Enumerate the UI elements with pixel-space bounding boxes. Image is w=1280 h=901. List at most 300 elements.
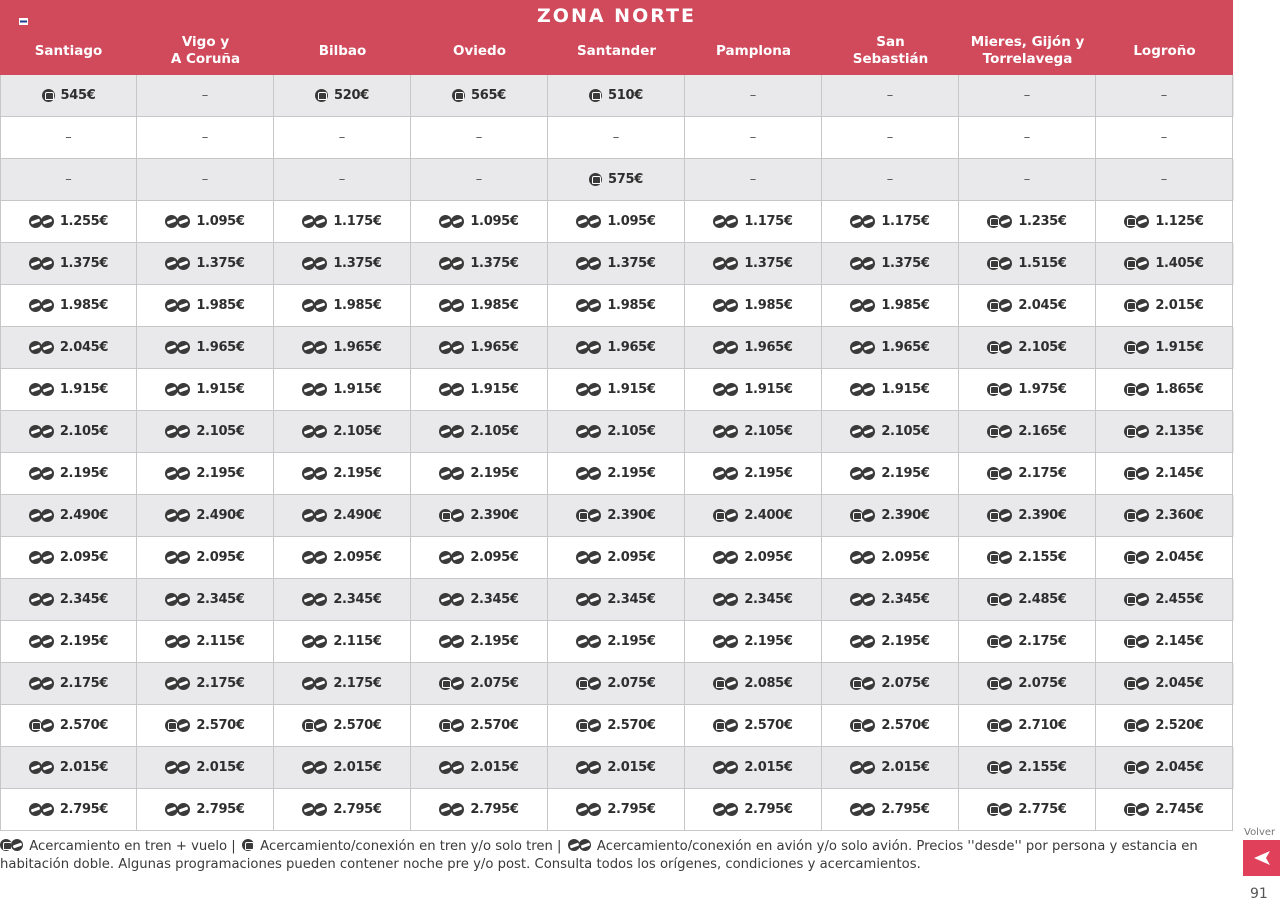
price-value: 2.105€ — [59, 424, 109, 439]
plane-icon — [713, 593, 738, 606]
price-value: 2.155€ — [1018, 760, 1067, 775]
table-cell — [959, 579, 1096, 621]
table-cell — [1096, 495, 1233, 537]
price-value: 2.095€ — [196, 550, 245, 565]
table-cell — [0, 495, 137, 537]
table-cell — [274, 201, 411, 243]
train-icon — [42, 89, 55, 102]
plane-icon — [439, 257, 464, 270]
plane-icon — [713, 761, 738, 774]
table-cell — [411, 537, 548, 579]
plane-icon — [850, 593, 875, 606]
price-value: 1.975€ — [1018, 382, 1067, 397]
table-cell — [137, 117, 274, 159]
price-value: 2.195€ — [333, 466, 382, 481]
train-plus-plane-icon — [576, 677, 601, 690]
price-value: 1.915€ — [196, 382, 245, 397]
plane-icon — [439, 593, 464, 606]
price-value: 2.195€ — [470, 466, 519, 481]
table-cell — [685, 663, 822, 705]
price-value: 1.515€ — [1018, 256, 1067, 271]
plane-icon — [302, 635, 327, 648]
table-cell — [822, 201, 959, 243]
price-value: 2.795€ — [333, 802, 382, 817]
table-cell — [411, 705, 548, 747]
page-number: 91 — [1250, 886, 1268, 901]
table-cell — [1096, 621, 1233, 663]
table-cell — [1096, 579, 1233, 621]
table-cell — [274, 159, 411, 201]
table-row — [0, 663, 1234, 705]
price-value: 1.965€ — [470, 340, 519, 355]
price-value: 1.375€ — [196, 256, 245, 271]
table-cell — [959, 705, 1096, 747]
price-value: 1.985€ — [881, 298, 930, 313]
table-cell — [685, 243, 822, 285]
price-value: 2.015€ — [607, 760, 656, 775]
empty-value: – — [65, 130, 72, 145]
table-cell — [822, 495, 959, 537]
table-cell — [685, 705, 822, 747]
train-plus-plane-icon — [1124, 635, 1149, 648]
table-cell — [1096, 411, 1233, 453]
table-cell — [1096, 285, 1233, 327]
price-value: 2.105€ — [196, 424, 245, 439]
price-value: 2.345€ — [744, 592, 793, 607]
table-cell — [411, 663, 548, 705]
table-cell — [137, 663, 274, 705]
column-header: Logroño — [1133, 42, 1196, 59]
price-value: 2.015€ — [881, 760, 930, 775]
table-cell — [548, 579, 685, 621]
plane-icon — [576, 593, 601, 606]
train-icon — [589, 89, 602, 102]
table-cell — [822, 621, 959, 663]
price-value: 1.985€ — [470, 298, 519, 313]
table-cell — [274, 117, 411, 159]
plane-icon — [850, 635, 875, 648]
empty-value: – — [201, 130, 209, 145]
plane-icon — [29, 257, 54, 270]
train-plus-plane-icon — [1124, 677, 1149, 690]
price-value: 2.155€ — [1018, 550, 1067, 565]
table-cell — [0, 411, 137, 453]
price-value: 2.490€ — [59, 508, 109, 523]
price-value: 2.795€ — [196, 802, 245, 817]
table-cell — [137, 453, 274, 495]
empty-value: – — [475, 130, 483, 145]
price-value: 1.915€ — [333, 382, 382, 397]
train-plus-plane-icon — [987, 257, 1012, 270]
empty-value: – — [475, 172, 483, 187]
table-cell — [548, 747, 685, 789]
train-plus-plane-icon — [439, 719, 464, 732]
table-cell — [137, 747, 274, 789]
price-value: 1.915€ — [1155, 340, 1204, 355]
price-value: 2.795€ — [59, 802, 109, 817]
table-cell — [548, 411, 685, 453]
train-plus-plane-icon — [1124, 257, 1149, 270]
table-cell — [411, 75, 548, 117]
empty-value: – — [201, 88, 209, 103]
train-plus-plane-icon — [987, 761, 1012, 774]
table-cell — [137, 579, 274, 621]
price-value: 1.965€ — [333, 340, 382, 355]
table-cell — [1096, 243, 1233, 285]
price-value: 2.345€ — [59, 592, 109, 607]
price-value: 2.195€ — [607, 466, 656, 481]
table-cell — [685, 285, 822, 327]
train-plus-plane-icon — [1124, 593, 1149, 606]
plane-icon — [165, 635, 190, 648]
price-value: 2.095€ — [470, 550, 519, 565]
price-value: 510€ — [608, 88, 643, 103]
zone-header — [0, 0, 1233, 75]
table-cell — [1096, 705, 1233, 747]
price-value: 2.045€ — [1018, 298, 1067, 313]
table-cell — [137, 705, 274, 747]
train-plus-plane-icon — [987, 299, 1012, 312]
table-cell — [822, 663, 959, 705]
train-plus-plane-icon — [576, 509, 601, 522]
table-cell — [1096, 159, 1233, 201]
empty-value: – — [749, 130, 757, 145]
price-value: 565€ — [471, 88, 506, 103]
plane-icon — [713, 383, 738, 396]
plane-icon — [165, 299, 190, 312]
price-value: 2.095€ — [744, 550, 793, 565]
plane-icon — [713, 299, 738, 312]
table-cell — [137, 621, 274, 663]
empty-value: – — [1023, 172, 1031, 187]
table-cell — [0, 201, 137, 243]
plane-icon — [302, 215, 327, 228]
train-plus-plane-icon — [439, 509, 464, 522]
footnote-train-plus-plane: Acercamiento en tren + vuelo | — [29, 839, 236, 854]
price-value: 1.375€ — [607, 256, 656, 271]
price-value: 2.570€ — [333, 718, 382, 733]
plane-icon — [850, 467, 875, 480]
price-value: 2.145€ — [1155, 634, 1204, 649]
plane-icon — [165, 215, 190, 228]
price-value: 2.570€ — [59, 718, 109, 733]
train-icon — [452, 89, 465, 102]
plane-icon — [165, 383, 190, 396]
plane-icon — [713, 635, 738, 648]
price-value: 1.965€ — [744, 340, 793, 355]
price-value: 1.235€ — [1018, 214, 1067, 229]
price-value: 2.570€ — [470, 718, 519, 733]
price-value: 2.085€ — [744, 676, 793, 691]
price-value: 1.985€ — [59, 298, 109, 313]
table-cell — [548, 75, 685, 117]
table-row — [0, 327, 1234, 369]
table-cell — [137, 243, 274, 285]
table-cell — [1096, 117, 1233, 159]
plane-icon — [29, 509, 54, 522]
empty-value: – — [1023, 130, 1031, 145]
table-cell — [548, 159, 685, 201]
table-cell — [411, 243, 548, 285]
table-cell — [0, 789, 137, 831]
table-cell — [411, 747, 548, 789]
volver-button[interactable] — [1243, 840, 1280, 876]
table-row — [0, 579, 1234, 621]
table-cell — [274, 663, 411, 705]
price-value: 2.795€ — [470, 802, 519, 817]
table-cell — [0, 579, 137, 621]
train-plus-plane-icon — [576, 719, 601, 732]
price-value: 2.045€ — [1155, 550, 1204, 565]
table-cell — [822, 75, 959, 117]
plane-icon — [713, 215, 738, 228]
footnote-train-only: Acercamiento/conexión en tren y/o solo tren | — [260, 839, 562, 854]
plane-icon — [29, 425, 54, 438]
plane-icon — [850, 425, 875, 438]
price-value: 2.570€ — [744, 718, 793, 733]
train-plus-plane-icon — [439, 677, 464, 690]
train-plus-plane-icon — [987, 215, 1012, 228]
table-cell — [137, 327, 274, 369]
table-cell — [137, 285, 274, 327]
train-plus-plane-icon — [1124, 803, 1149, 816]
plane-icon — [165, 803, 190, 816]
price-value: 1.965€ — [607, 340, 656, 355]
empty-value: – — [1160, 130, 1168, 145]
table-cell — [411, 369, 548, 411]
train-plus-plane-icon — [29, 719, 54, 732]
plane-icon — [713, 341, 738, 354]
table-cell — [959, 159, 1096, 201]
price-value: 1.175€ — [881, 214, 930, 229]
empty-value: – — [886, 172, 894, 187]
table-row — [0, 159, 1234, 201]
price-value: 1.375€ — [881, 256, 930, 271]
table-cell — [274, 411, 411, 453]
table-cell — [959, 537, 1096, 579]
plane-icon — [302, 341, 327, 354]
table-cell — [274, 369, 411, 411]
price-value: 2.345€ — [470, 592, 519, 607]
column-header: Oviedo — [453, 42, 506, 59]
table-cell — [0, 159, 137, 201]
price-value: 2.105€ — [881, 424, 930, 439]
price-value: 2.195€ — [744, 634, 793, 649]
table-cell — [959, 243, 1096, 285]
price-value: 2.095€ — [333, 550, 382, 565]
empty-value: – — [886, 130, 894, 145]
table-row — [0, 201, 1234, 243]
price-table — [0, 75, 1234, 831]
plane-icon — [713, 467, 738, 480]
table-cell — [685, 75, 822, 117]
price-value: 2.015€ — [470, 760, 519, 775]
plane-icon — [165, 593, 190, 606]
table-cell — [548, 537, 685, 579]
price-value: 2.045€ — [59, 340, 109, 355]
plane-icon — [576, 257, 601, 270]
price-value: 2.015€ — [1155, 298, 1204, 313]
train-plus-plane-icon — [850, 719, 875, 732]
table-cell — [137, 789, 274, 831]
price-value: 2.175€ — [1018, 634, 1067, 649]
price-value: 1.915€ — [607, 382, 656, 397]
plane-icon — [302, 677, 327, 690]
table-row — [0, 117, 1234, 159]
train-plus-plane-icon — [987, 383, 1012, 396]
table-cell — [548, 663, 685, 705]
price-value: 2.195€ — [881, 634, 930, 649]
plane-icon — [302, 551, 327, 564]
table-cell — [959, 663, 1096, 705]
price-value: 2.095€ — [607, 550, 656, 565]
footnote — [0, 838, 1215, 874]
plane-icon — [302, 803, 327, 816]
price-value: 575€ — [608, 172, 643, 187]
table-cell — [822, 117, 959, 159]
plane-icon — [302, 299, 327, 312]
plane-icon — [576, 383, 601, 396]
table-cell — [411, 495, 548, 537]
table-cell — [274, 705, 411, 747]
table-cell — [274, 789, 411, 831]
train-plus-plane-icon — [987, 803, 1012, 816]
train-plus-plane-icon — [1124, 467, 1149, 480]
plane-icon — [439, 215, 464, 228]
plane-icon — [302, 467, 327, 480]
column-header: Pamplona — [716, 42, 791, 59]
table-cell — [959, 621, 1096, 663]
train-plus-plane-icon — [987, 593, 1012, 606]
table-cell — [959, 747, 1096, 789]
empty-value: – — [886, 88, 894, 103]
price-value: 2.345€ — [333, 592, 382, 607]
table-cell — [548, 327, 685, 369]
plane-icon — [850, 551, 875, 564]
table-cell — [822, 747, 959, 789]
table-cell — [548, 495, 685, 537]
table-cell — [685, 369, 822, 411]
plane-icon — [576, 803, 601, 816]
price-value: 2.175€ — [59, 676, 109, 691]
plane-icon — [439, 467, 464, 480]
train-plus-plane-icon — [1124, 551, 1149, 564]
price-value: 2.115€ — [196, 634, 245, 649]
empty-value: – — [338, 130, 346, 145]
plane-icon — [439, 341, 464, 354]
price-value: 2.570€ — [881, 718, 930, 733]
train-plus-plane-icon — [0, 839, 23, 854]
train-plus-plane-icon — [165, 719, 190, 732]
table-cell — [685, 453, 822, 495]
plane-icon — [576, 761, 601, 774]
price-value: 1.095€ — [196, 214, 245, 229]
train-plus-plane-icon — [987, 635, 1012, 648]
table-row — [0, 495, 1234, 537]
table-cell — [0, 663, 137, 705]
plane-icon — [850, 341, 875, 354]
plane-icon — [165, 509, 190, 522]
table-cell — [685, 117, 822, 159]
table-cell — [548, 243, 685, 285]
table-cell — [685, 747, 822, 789]
price-value: 1.915€ — [470, 382, 519, 397]
price-value: 2.195€ — [470, 634, 519, 649]
price-value: 1.915€ — [744, 382, 793, 397]
train-icon — [589, 173, 602, 186]
price-value: 2.390€ — [881, 508, 930, 523]
price-value: 2.175€ — [196, 676, 245, 691]
plane-icon — [165, 551, 190, 564]
column-header: Vigo y A Coruña — [170, 34, 241, 67]
price-value: 2.135€ — [1155, 424, 1204, 439]
train-plus-plane-icon — [713, 677, 738, 690]
price-value: 1.915€ — [59, 382, 109, 397]
plane-icon — [713, 257, 738, 270]
price-value: 2.490€ — [333, 508, 382, 523]
plane-icon — [165, 425, 190, 438]
price-value: 2.165€ — [1018, 424, 1067, 439]
table-row — [0, 285, 1234, 327]
price-value: 2.570€ — [607, 718, 656, 733]
volver-label: Volver — [1244, 827, 1276, 838]
table-cell — [822, 285, 959, 327]
table-row — [0, 621, 1234, 663]
price-value: 1.865€ — [1155, 382, 1204, 397]
price-value: 1.175€ — [333, 214, 382, 229]
plane-icon — [439, 803, 464, 816]
table-cell — [1096, 747, 1233, 789]
table-row — [0, 411, 1234, 453]
plane-icon — [29, 551, 54, 564]
table-cell — [137, 201, 274, 243]
price-value: 545€ — [60, 88, 96, 103]
table-cell — [137, 75, 274, 117]
table-cell — [959, 411, 1096, 453]
plane-icon — [29, 383, 54, 396]
price-value: 2.520€ — [1155, 718, 1204, 733]
footnote-plane-only: Acercamiento/conexión en avión y/o solo avión. Precios ''desde'' por persona y estancia en habitación doble. Algunas programaciones pueden contener noche pre y/o post. Consulta todos los orígenes, condiciones y acercamientos. — [0, 839, 1198, 872]
plane-icon — [576, 425, 601, 438]
train-plus-plane-icon — [1124, 341, 1149, 354]
price-value: 2.075€ — [470, 676, 519, 691]
empty-value: – — [1023, 88, 1031, 103]
plane-icon — [165, 677, 190, 690]
plane-icon — [302, 383, 327, 396]
plane-icon — [576, 299, 601, 312]
table-cell — [411, 117, 548, 159]
plane-icon — [850, 215, 875, 228]
table-cell — [0, 453, 137, 495]
price-value: 2.075€ — [881, 676, 930, 691]
table-cell — [411, 453, 548, 495]
plane-icon — [29, 299, 54, 312]
train-plus-plane-icon — [987, 719, 1012, 732]
price-value: 2.195€ — [196, 466, 245, 481]
table-cell — [411, 201, 548, 243]
train-plus-plane-icon — [713, 719, 738, 732]
table-cell — [548, 369, 685, 411]
table-cell — [274, 453, 411, 495]
table-cell — [822, 159, 959, 201]
price-value: 2.390€ — [607, 508, 656, 523]
price-value: 2.015€ — [59, 760, 109, 775]
plane-icon — [850, 761, 875, 774]
table-row — [0, 369, 1234, 411]
price-value: 1.915€ — [881, 382, 930, 397]
price-value: 1.965€ — [196, 340, 245, 355]
price-value: 1.375€ — [470, 256, 519, 271]
